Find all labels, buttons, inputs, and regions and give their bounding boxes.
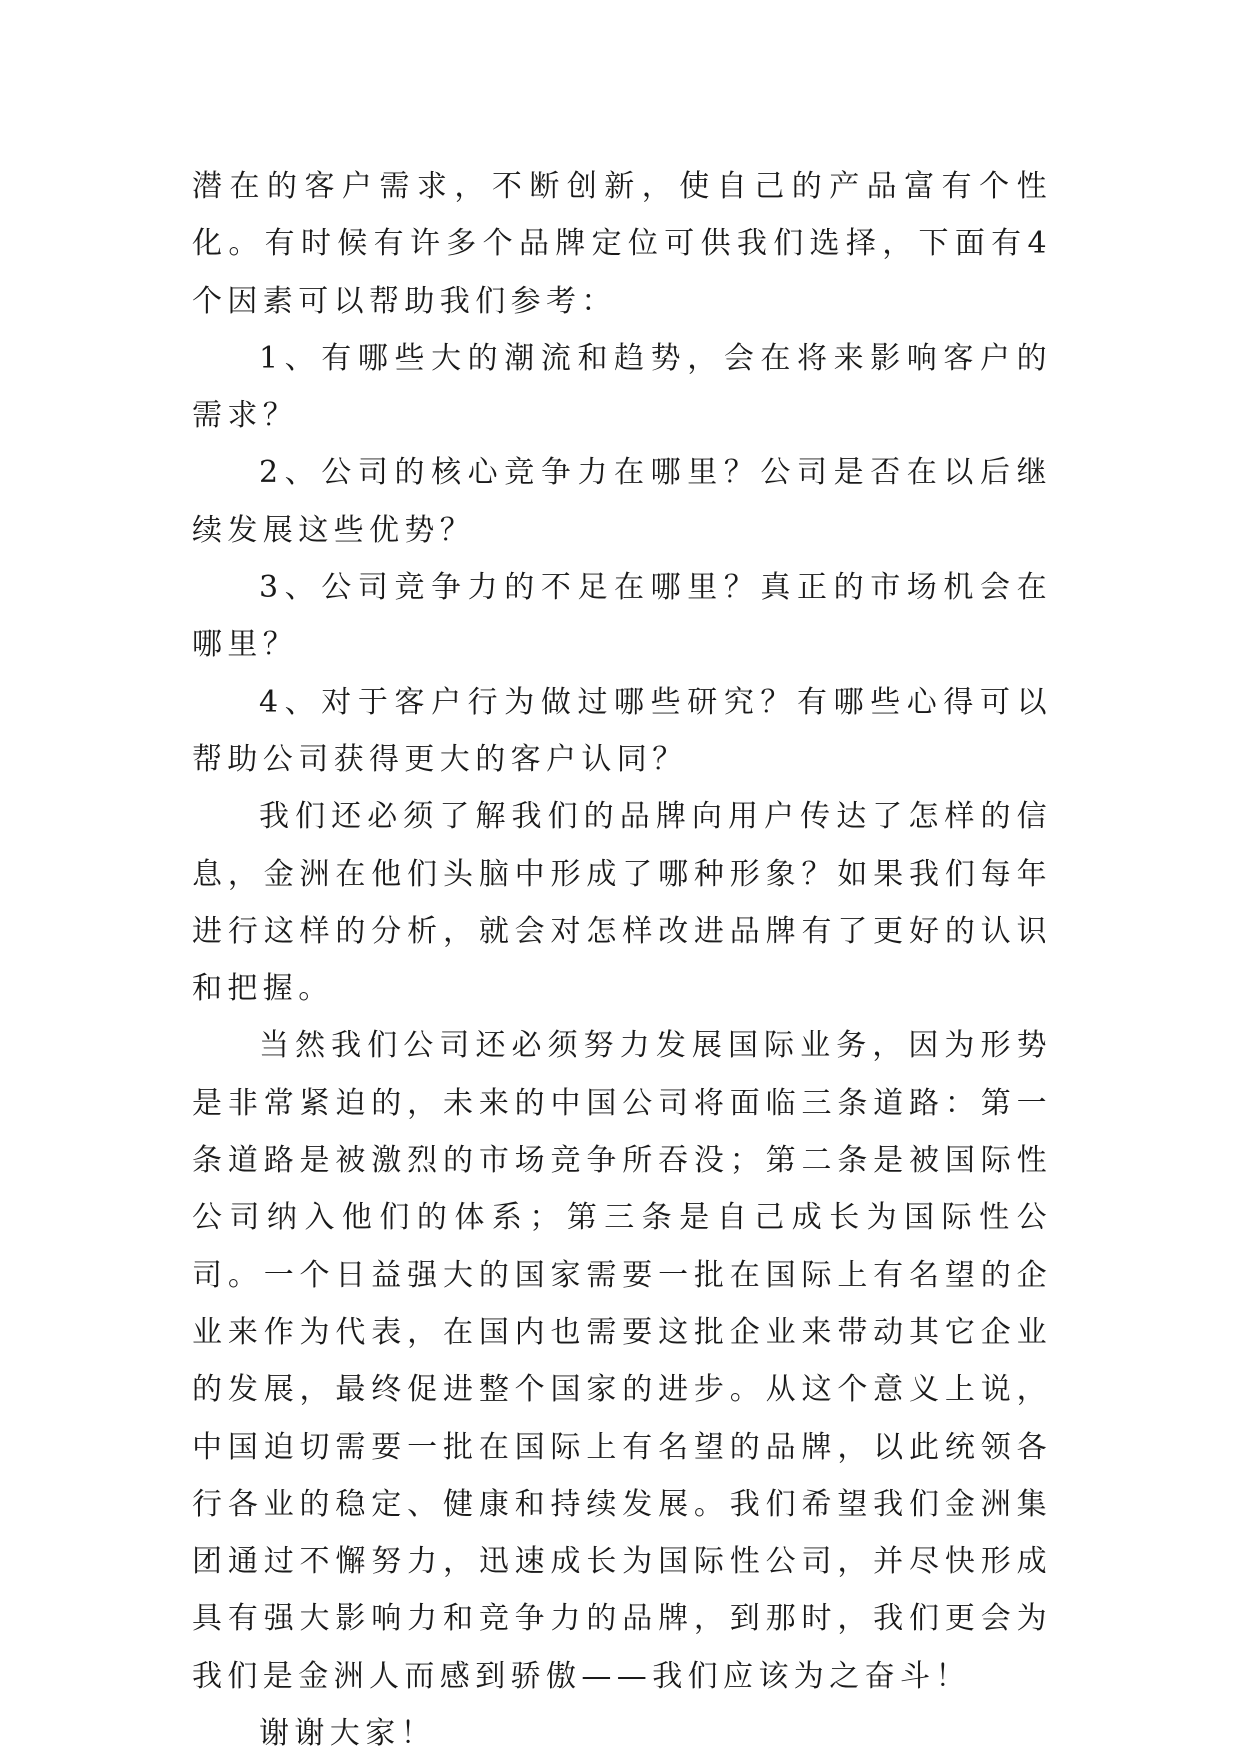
paragraph-factor-4: 4、对于客户行为做过哪些研究？有哪些心得可以帮助公司获得更大的客户认同？ <box>192 684 1052 777</box>
paragraph-international: 当然我们公司还必须努力发展国际业务，因为形势是非常紧迫的，未来的中国公司将面临三条道路：第一条道路是被激烈的市场竞争所吞没；第二条是被国际性公司纳入他们的体系；第三条是自己成长为国际性公司。一个日益强大的国家需要一批在国际上有名望的企业来作为代表，在国内也需要这批企业来带动其它企业的发展，最终促进整个国家的进步。从这个意义上说，中国迫切需要一批在国际上有名望的品牌，以此统领各行各业的稳定、健康和持续发展。我们希望我们金洲集团通过不懈努力，迅速成长为国际性公司，并尽快形成具有强大影响力和竞争力的品牌，到那时，我们更会为我们是金洲人而感到骄傲——我们应该为之奋斗！ <box>192 1028 1052 1694</box>
paragraph-closing: 谢谢大家！ <box>259 1716 436 1752</box>
paragraph-intro: 潜在的客户需求，不断创新，使自己的产品富有个性化。有时候有许多个品牌定位可供我们选择，下面有4个因素可以帮助我们参考： <box>192 169 1052 319</box>
paragraph-factor-3: 3、公司竞争力的不足在哪里？真正的市场机会在哪里？ <box>192 570 1052 663</box>
document-body <box>192 158 1052 1762</box>
paragraph-brand-message: 我们还必须了解我们的品牌向用户传达了怎样的信息，金洲在他们头脑中形成了哪种形象？如果我们每年进行这样的分析，就会对怎样改进品牌有了更好的认识和把握。 <box>192 799 1052 1007</box>
paragraph-factor-2: 2、公司的核心竞争力在哪里？公司是否在以后继续发展这些优势？ <box>192 455 1052 548</box>
paragraph-factor-1: 1、有哪些大的潮流和趋势，会在将来影响客户的需求？ <box>192 340 1052 434</box>
